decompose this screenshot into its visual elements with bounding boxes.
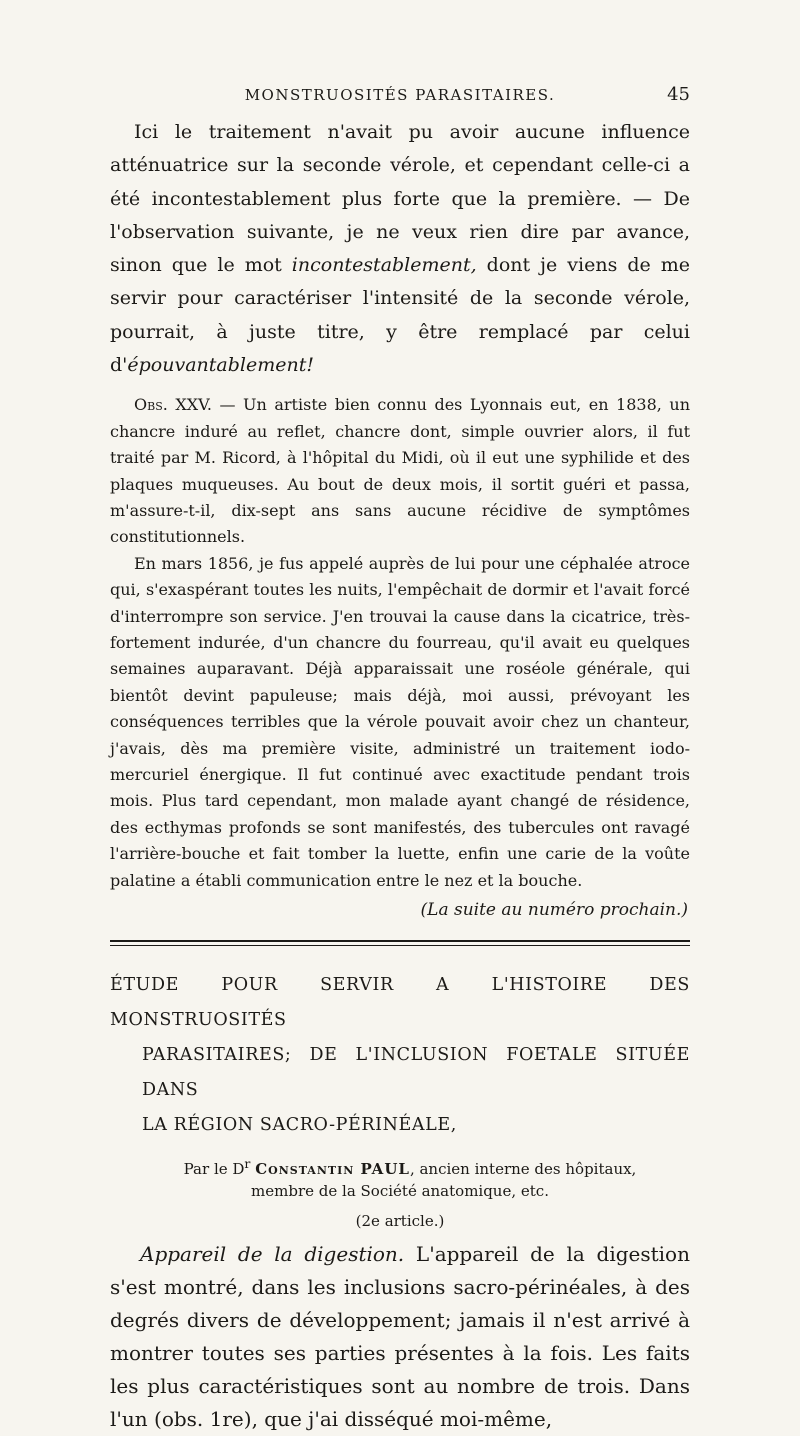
byline-prefix: Par le D (183, 1160, 245, 1179)
article-body (110, 1238, 690, 1436)
page-number: 45 (667, 84, 690, 105)
article-title (110, 968, 690, 1143)
running-head (110, 84, 690, 106)
byline-suffix: , ancien interne des hôpitaux, (409, 1160, 637, 1179)
byline-sup: r (244, 1156, 251, 1172)
observation-text-1: — Un artiste bien connu des Lyonnais eut, en 1838, un chancre induré au reflet, chancre dont, simple ouvrier alors, il fut traité par M. Ricord, à l'hôpital du Midi, où il eut une syphilide et des plaques muqueuses. Au bout de deux mois, il sortit guéri et passa, m'assure-t-il, dix-sept ans sans aucune récidive de symptômes constitutionnels. (110, 395, 690, 547)
running-head-title: MONSTRUOSITÉS PARASITAIRES. (244, 86, 556, 104)
intro-emphasis-incontestablement: incontestablement, (291, 254, 477, 277)
author-name: Constantin PAUL (255, 1160, 410, 1179)
intro-text-before: Ici le traitement n'avait pu avoir aucune influence atténuatrice sur la seconde vérole, et cependant celle-ci a été incontestablement plus forte que la première. — De l'observation suivante, je ne veux rien dire par avance, sinon que le mot (110, 121, 690, 277)
article-body-text: L'appareil de la digestion s'est montré, dans les inclusions sacro-périnéales, à des degrés divers de développement; jamais il n'est arrivé à montrer toutes ses parties présentes à la fois. Les faits les plus caractéristiques sont au nombre de trois. Dans l'un (obs. 1re), que j'ai disséqué moi-même, (110, 1242, 690, 1432)
intro-paragraph (110, 116, 690, 382)
continued-note: (La suite au numéro prochain.) (420, 900, 688, 921)
observation-paragraph-1 (110, 392, 690, 550)
observation-label: Obs. XXV. (134, 395, 212, 415)
article-title-line-2: PARASITAIRES; DE L'INCLUSION FOETALE SITUÉE DANS (142, 1045, 690, 1101)
article-title-line-3: LA RÉGION SACRO-PÉRINÉALE, (142, 1115, 457, 1136)
article-number: (2e article.) (355, 1212, 445, 1231)
byline-affiliation: membre de la Société anatomique, etc. (251, 1182, 549, 1201)
intro-text-middle: dont je viens de me servir pour caractériser l'intensité de la seconde vérole, pourrait, à juste titre, y être remplacé par celui d' (110, 254, 690, 377)
observation-paragraph-2: En mars 1856, je fus appelé auprès de lui pour une céphalée atroce qui, s'exaspérant toutes les nuits, l'empêchait de dormir et l'avait forcé d'interrompre son service. J'en trouvai la cause dans la cicatrice, très-fortement indurée, d'un chancre du fourreau, qu'il avait eu quelques semaines auparavant. Déjà apparaissait une roséole générale, qui bientôt devint papuleuse; mais déjà, moi aussi, prévoyant les conséquences terribles que la vérole pouvait avoir chez un chanteur, j'avais, dès ma première visite, administré un traitement iodo-mercuriel énergique. Il fut continué avec exactitude pendant trois mois. Plus tard cependant, mon malade ayant changé de résidence, des ecthymas profonds se sont manifestés, des tubercules ont ravagé l'arrière-bouche et fait tomber la luette, enfin une carie de la voûte palatine a établi communication entre le nez et la bouche. (110, 553, 690, 890)
intro-emphasis-epouvantablement: épouvantablement! (127, 354, 314, 377)
article-title-line-1: ÉTUDE POUR SERVIR A L'HISTOIRE DES MONSTRUOSITÉS (110, 975, 690, 1031)
article-body-heading: Appareil de la digestion. (140, 1242, 405, 1267)
section-divider (110, 940, 690, 946)
byline (110, 1153, 690, 1202)
